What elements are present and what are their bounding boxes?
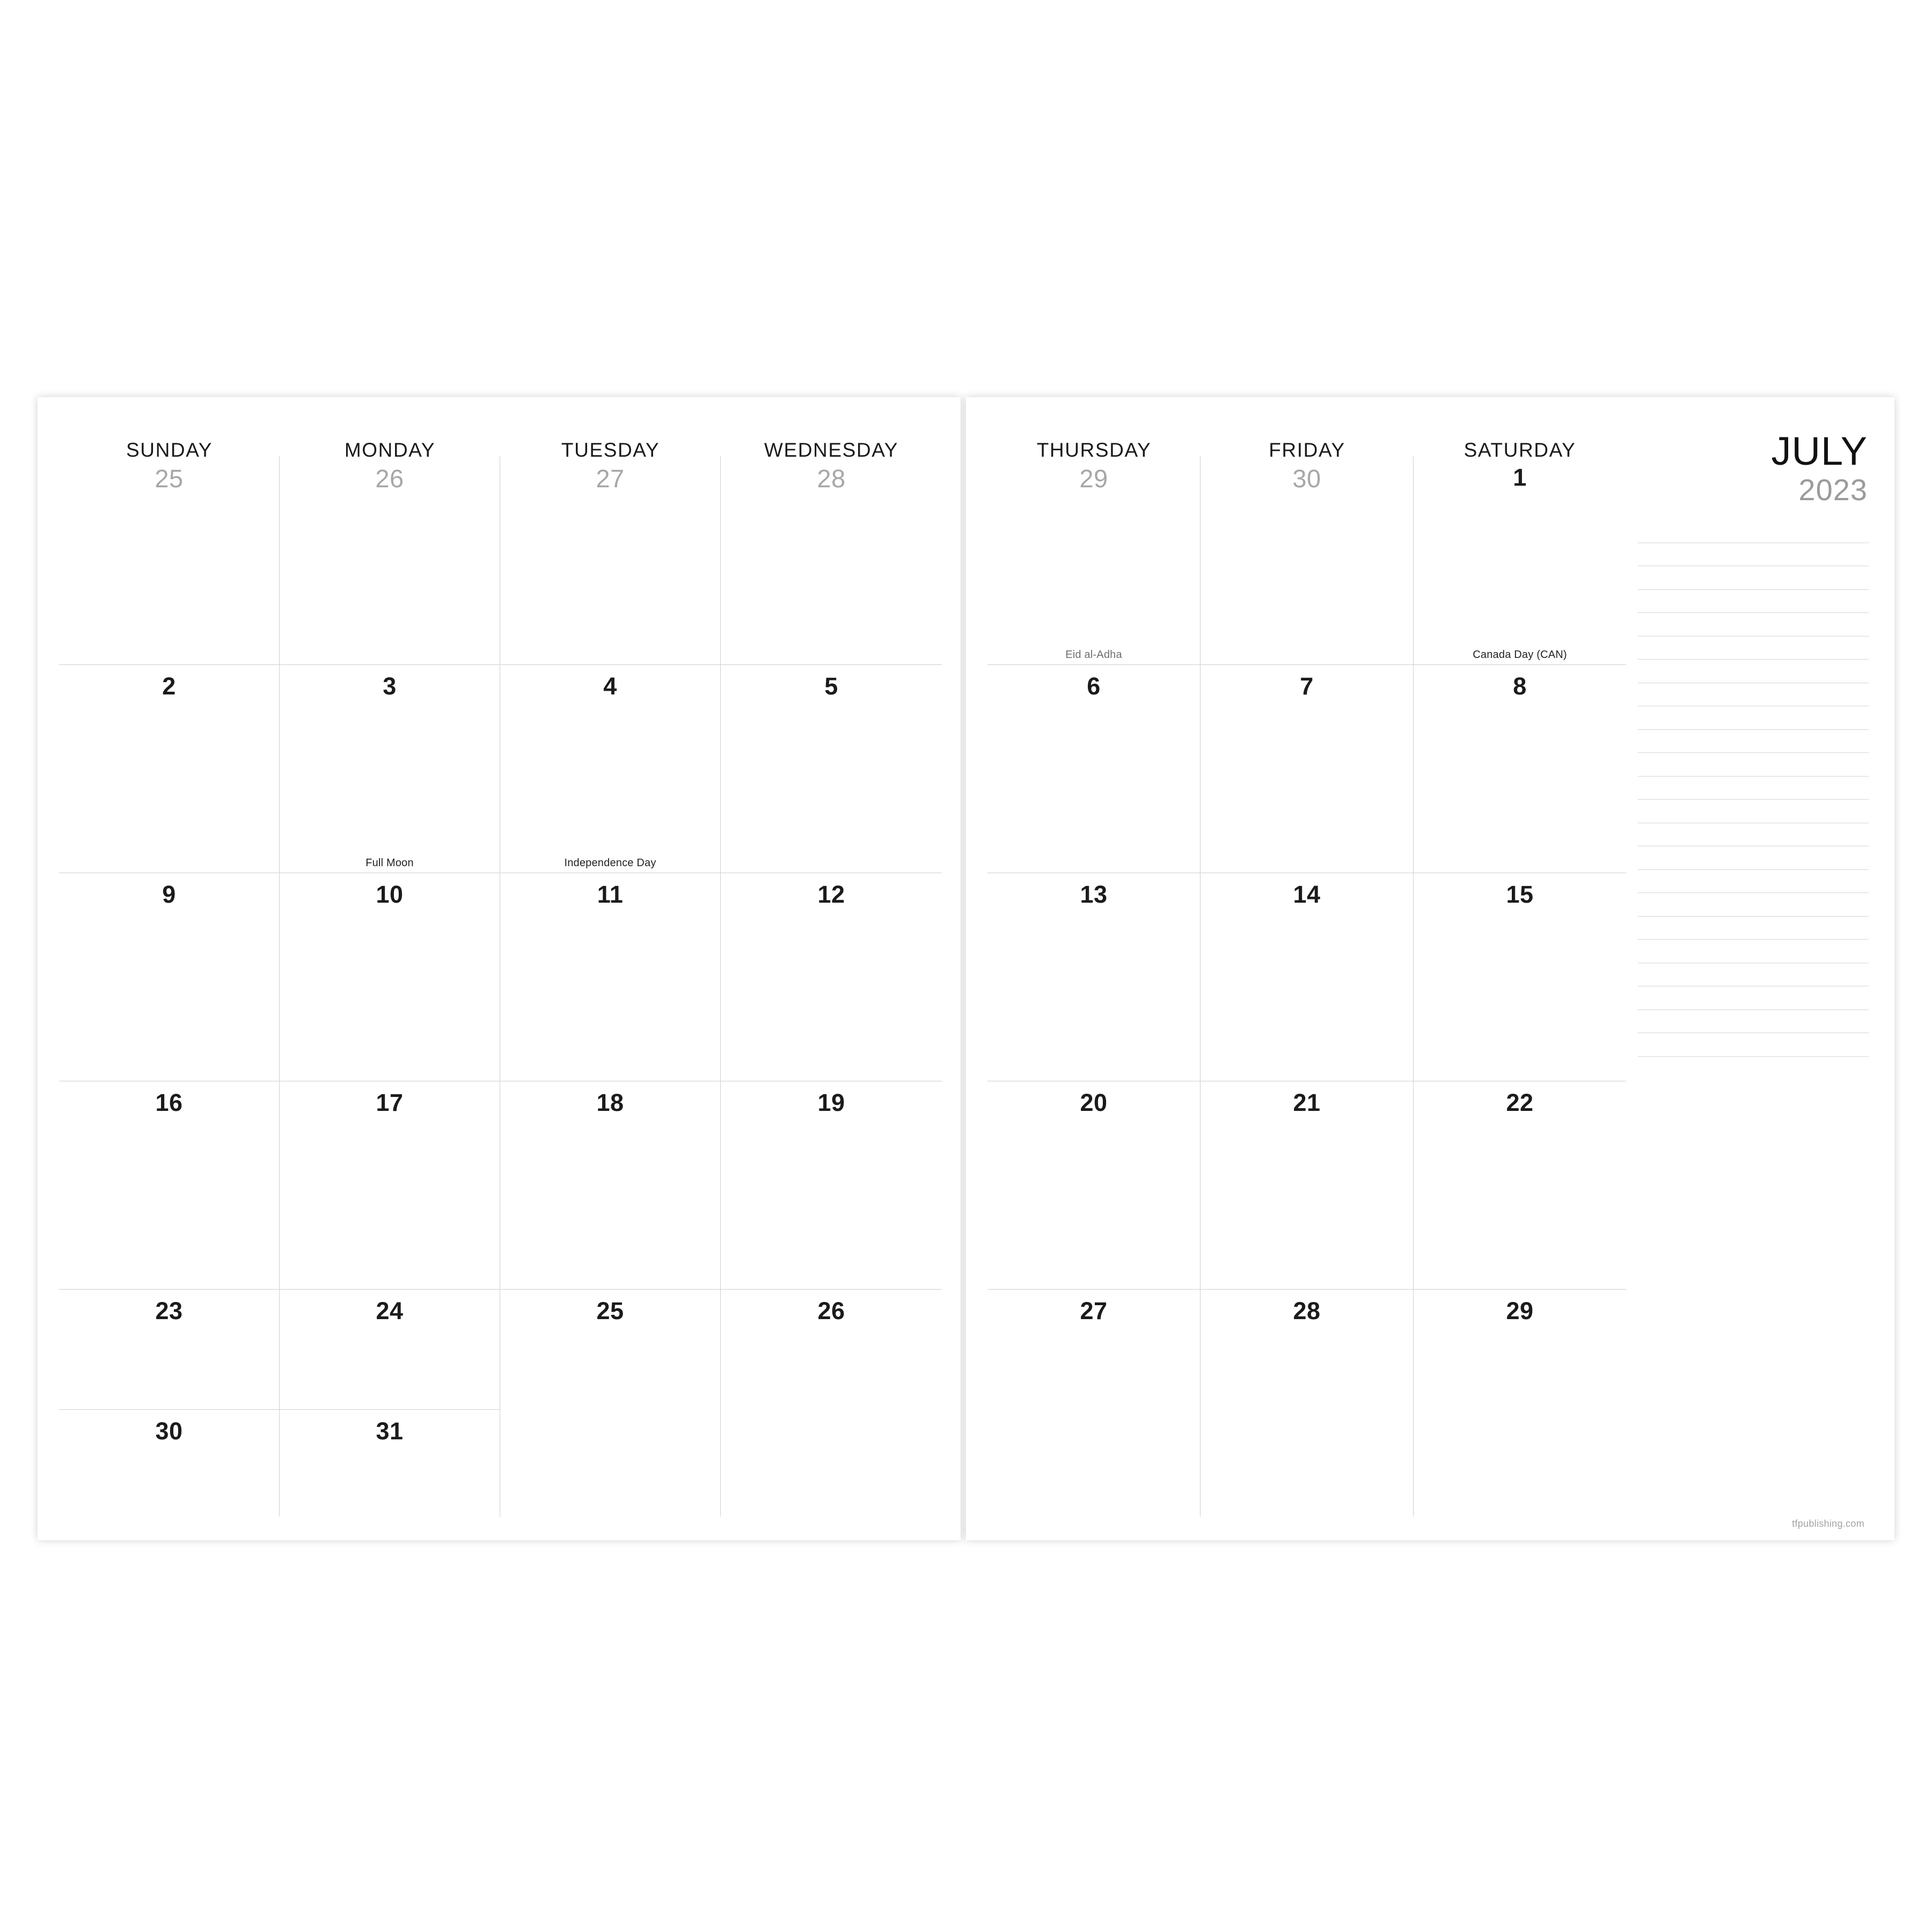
day-cell[interactable] — [987, 873, 1201, 1082]
day-cell[interactable] — [280, 664, 500, 874]
calendar-page-left — [38, 397, 961, 1540]
day-number: 29 — [1079, 464, 1108, 493]
day-header-sunday — [59, 397, 280, 462]
day-cell[interactable] — [280, 1081, 500, 1290]
day-cell[interactable] — [500, 664, 721, 874]
day-number: 30 — [1292, 464, 1321, 493]
day-number: 8 — [1513, 672, 1527, 700]
week-row — [59, 1081, 942, 1290]
day-cell[interactable] — [1201, 1289, 1414, 1517]
week-row — [59, 1409, 942, 1517]
day-cell[interactable] — [987, 664, 1201, 874]
note-line[interactable] — [1638, 870, 1869, 894]
day-cell[interactable] — [1414, 664, 1626, 874]
day-header-wednesday — [721, 397, 942, 462]
day-number — [721, 1409, 942, 1417]
day-header-thursday — [987, 397, 1201, 462]
note-line[interactable] — [1638, 963, 1869, 987]
day-number: 28 — [1293, 1297, 1321, 1324]
day-number: 27 — [1080, 1297, 1108, 1324]
note-line[interactable] — [1638, 800, 1869, 823]
day-cell[interactable] — [721, 664, 942, 874]
day-number: 6 — [1087, 672, 1101, 700]
day-number: 27 — [596, 464, 625, 493]
day-cell[interactable] — [59, 1409, 280, 1517]
note-line[interactable] — [1638, 730, 1869, 753]
day-cell[interactable] — [59, 456, 280, 665]
day-cell[interactable] — [1414, 1289, 1626, 1517]
week-row — [59, 456, 942, 665]
day-cell[interactable] — [280, 873, 500, 1082]
day-number: 26 — [817, 1297, 845, 1324]
page-title: JULY — [1771, 429, 1868, 473]
day-header-label: THURSDAY — [1036, 439, 1152, 461]
day-number: 4 — [603, 672, 617, 700]
note-line[interactable] — [1638, 893, 1869, 917]
day-cell[interactable] — [500, 873, 721, 1082]
day-number: 20 — [1080, 1089, 1108, 1116]
publisher-credit: tfpublishing.com — [1792, 1518, 1864, 1529]
day-cell-empty[interactable] — [721, 1409, 942, 1517]
day-header-label: MONDAY — [344, 439, 436, 461]
day-cell[interactable] — [1414, 456, 1626, 665]
day-number: 29 — [1506, 1297, 1534, 1324]
day-number: 11 — [597, 881, 624, 908]
day-cell[interactable] — [59, 1081, 280, 1290]
day-cell[interactable] — [987, 1289, 1201, 1517]
week-row — [59, 873, 942, 1082]
month-title-block — [1642, 431, 1868, 509]
day-cell[interactable] — [1414, 873, 1626, 1082]
day-number: 14 — [1293, 881, 1321, 908]
calendar-page-right — [966, 397, 1894, 1540]
day-header-friday — [1201, 397, 1414, 462]
day-number: 3 — [383, 672, 397, 700]
day-cell[interactable] — [280, 456, 500, 665]
day-cell[interactable] — [987, 1081, 1201, 1290]
week-row — [987, 664, 1626, 874]
day-cell[interactable] — [59, 1289, 280, 1410]
day-cell[interactable] — [280, 1409, 500, 1517]
day-cell[interactable] — [721, 873, 942, 1082]
day-event: Independence Day — [564, 857, 656, 869]
note-line[interactable] — [1638, 823, 1869, 847]
day-number: 26 — [375, 464, 404, 493]
note-line[interactable] — [1638, 846, 1869, 870]
note-line[interactable] — [1638, 590, 1869, 613]
week-row — [987, 1289, 1626, 1517]
note-line[interactable] — [1638, 543, 1869, 567]
day-number: 1 — [1513, 464, 1527, 491]
day-cell[interactable] — [1201, 873, 1414, 1082]
page-year: 2023 — [1798, 473, 1868, 507]
week-row — [987, 873, 1626, 1082]
day-header-tuesday — [500, 397, 721, 462]
note-line[interactable] — [1638, 777, 1869, 800]
note-line[interactable] — [1638, 683, 1869, 707]
day-event: Full Moon — [365, 857, 414, 869]
day-number: 5 — [824, 672, 838, 700]
day-cell[interactable] — [500, 1081, 721, 1290]
day-cell[interactable] — [59, 873, 280, 1082]
day-number: 9 — [162, 881, 176, 908]
day-number: 2 — [162, 672, 176, 700]
day-header-label: FRIDAY — [1269, 439, 1345, 461]
calendar-spread — [38, 397, 1894, 1540]
day-header-label: WEDNESDAY — [764, 439, 899, 461]
week-row — [987, 1081, 1626, 1290]
week-row — [987, 456, 1626, 665]
day-cell[interactable] — [1201, 456, 1414, 665]
note-line[interactable] — [1638, 917, 1869, 940]
day-cell[interactable] — [59, 664, 280, 874]
day-number: 13 — [1080, 881, 1108, 908]
day-number: 16 — [155, 1089, 183, 1116]
day-number — [500, 1409, 720, 1417]
note-line[interactable] — [1638, 1010, 1869, 1034]
day-header-monday — [280, 397, 500, 462]
week-row — [59, 664, 942, 874]
day-number: 19 — [817, 1089, 845, 1116]
note-line[interactable] — [1638, 613, 1869, 636]
day-header-row-left — [59, 397, 942, 462]
day-number: 25 — [155, 464, 184, 493]
day-number: 21 — [1293, 1089, 1321, 1116]
note-line[interactable] — [1638, 660, 1869, 683]
note-line[interactable] — [1638, 566, 1869, 590]
day-number: 15 — [1506, 881, 1534, 908]
day-number: 7 — [1300, 672, 1314, 700]
day-number: 30 — [155, 1417, 183, 1445]
day-cell[interactable] — [1201, 664, 1414, 874]
day-cell[interactable] — [987, 456, 1201, 665]
day-cell[interactable] — [1201, 1081, 1414, 1290]
note-line[interactable] — [1638, 986, 1869, 1010]
day-header-row-right — [987, 397, 1626, 462]
day-header-saturday — [1414, 397, 1626, 462]
note-line[interactable] — [1638, 706, 1869, 730]
day-cell[interactable] — [500, 456, 721, 665]
note-line[interactable] — [1638, 636, 1869, 660]
note-line[interactable] — [1638, 519, 1869, 543]
note-line[interactable] — [1638, 940, 1869, 963]
day-cell-empty[interactable] — [500, 1409, 721, 1517]
day-header-label: SATURDAY — [1463, 439, 1576, 461]
day-number: 18 — [596, 1089, 624, 1116]
day-event: Eid al-Adha — [1065, 649, 1122, 661]
notes-lines[interactable] — [1638, 519, 1869, 1057]
day-number: 23 — [155, 1297, 183, 1324]
note-line[interactable] — [1638, 1033, 1869, 1057]
day-number: 25 — [596, 1297, 624, 1324]
day-event: Canada Day (CAN) — [1473, 649, 1567, 661]
day-number: 31 — [376, 1417, 404, 1445]
day-cell[interactable] — [721, 1081, 942, 1290]
day-number: 28 — [817, 464, 846, 493]
day-number: 24 — [376, 1297, 404, 1324]
day-number: 10 — [376, 881, 404, 908]
day-cell[interactable] — [280, 1289, 500, 1410]
week-row — [59, 1289, 942, 1410]
day-cell[interactable] — [721, 1289, 942, 1410]
day-number: 17 — [376, 1089, 404, 1116]
note-line[interactable] — [1638, 753, 1869, 777]
day-cell[interactable] — [721, 456, 942, 665]
day-header-label: TUESDAY — [561, 439, 660, 461]
day-cell[interactable] — [500, 1289, 721, 1410]
day-cell[interactable] — [1414, 1081, 1626, 1290]
day-number: 22 — [1506, 1089, 1534, 1116]
day-number: 12 — [817, 881, 845, 908]
day-header-label: SUNDAY — [126, 439, 213, 461]
